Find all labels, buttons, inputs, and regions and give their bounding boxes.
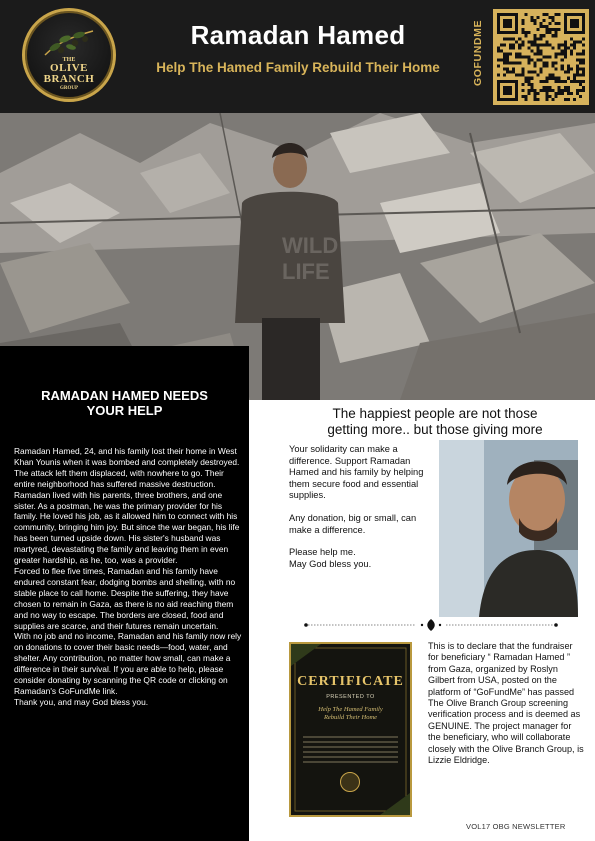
- story-body: [14, 446, 244, 708]
- svg-text:WILD: WILD: [282, 233, 339, 258]
- story-paragraph: Ramadan Hamed, 24, and his family lost their home in West Khan Younis when it was bombed and completely destroyed. The attack left them displaced, with nowhere to go. Their entire neighborhood has suffered massive destruction. Ramadan lived with his parents, three brothers, and one sister. As a postman, he was the primary provider for his family. He loved his job, as it allowed him to connect with his community, bringing him joy. But since the war began, his life has been turned upside down. His sister's husband was martyred, devastating the family and leaving them in even greater hardship, as he, too, was a provider.: [14, 446, 240, 566]
- verification-declaration: This is to declare that the fundraiser for beneficiary “ Ramadan Hamed ” from Gaza, organized by Roslyn Gilbert from USA, posted on the platform of “GoFundMe” has passed The Olive Branch Group screening verification process and is deemed as GENUINE. The project manager for the beneficiary, who will collaborate closely with the Olive Branch Group, is Lizzie Eldridge.: [428, 641, 584, 766]
- support-closing: [289, 547, 435, 570]
- giving-quote: [300, 406, 570, 438]
- support-paragraph: Your solidarity can make a difference. Support Ramadan Hamed and his family by helping them secure food and essential supplies.: [289, 444, 424, 501]
- story-heading-line1: RAMADAN HAMED NEEDS: [41, 388, 208, 403]
- logo-group: GROUP: [59, 86, 79, 91]
- certificate-presented-to: PRESENTED TO: [326, 694, 375, 700]
- certificate-recipient-line2: Rebuild Their Home: [323, 714, 378, 721]
- story-panel: [0, 346, 249, 841]
- logo-the: THE: [62, 57, 76, 63]
- page-title: Ramadan Hamed: [190, 20, 406, 50]
- quote-line1: The happiest people are not those: [332, 406, 538, 421]
- portrait-photo: [439, 440, 578, 617]
- logo-text: [25, 57, 113, 91]
- story-heading: [16, 388, 233, 418]
- support-text: [289, 444, 435, 581]
- story-paragraph: Thank you, and may God bless you.: [14, 696, 149, 707]
- ornamental-divider: [300, 618, 562, 632]
- logo-branch: BRANCH: [43, 73, 95, 85]
- support-paragraph: Any donation, big or small, can make a difference.: [289, 512, 417, 535]
- gofundme-label: GOFUNDME: [472, 19, 484, 87]
- certificate-title: CERTIFICATE: [297, 674, 404, 689]
- olive-branch-logo: [22, 8, 116, 102]
- story-heading-line2: YOUR HELP: [86, 403, 163, 418]
- certificate-body-lines: [303, 736, 398, 766]
- quote-line2: getting more.. but those giving more: [327, 422, 543, 437]
- portrait-image: [439, 440, 578, 617]
- story-paragraph: With no job and no income, Ramadan and his family now rely on donations to cover their basic needs—food, water, and shelter. Any contribution, no matter how small, can make a difference in their survival. If you are able to help, please consider donating by scanning the QR code or clicking on Ramadan's GoFundMe link.: [14, 631, 242, 696]
- header-banner: [0, 0, 595, 113]
- certificate-recipient-line1: Help The Hamed Family: [318, 706, 383, 713]
- logo-olive: OLIVE: [50, 62, 88, 74]
- svg-text:LIFE: LIFE: [282, 259, 330, 284]
- certificate-recipient: [301, 706, 400, 722]
- support-closing-line1: Please help me.: [289, 547, 356, 558]
- story-paragraph: Forced to flee five times, Ramadan and his family have endured constant fear, dodging bombs and shelling, with no stable place to call home. Despite the suffering, they have chosen to remain in Gaza, as there is no aid reaching them and no way to escape. The borders are closed, food and supplies are scarce, and their futures remain uncertain.: [14, 565, 236, 631]
- page-subtitle: Help The Hamed Family Rebuild Their Home: [156, 60, 440, 75]
- gofundme-qr-code[interactable]: [493, 9, 589, 105]
- certificate-seal-icon: [340, 772, 360, 792]
- qr-code-icon: [497, 13, 585, 101]
- support-closing-line2: May God bless you.: [289, 558, 372, 569]
- newsletter-footer: VOL17 OBG NEWSLETTER: [466, 822, 566, 831]
- verification-certificate: [289, 642, 412, 817]
- olive-branch-icon: [41, 25, 97, 61]
